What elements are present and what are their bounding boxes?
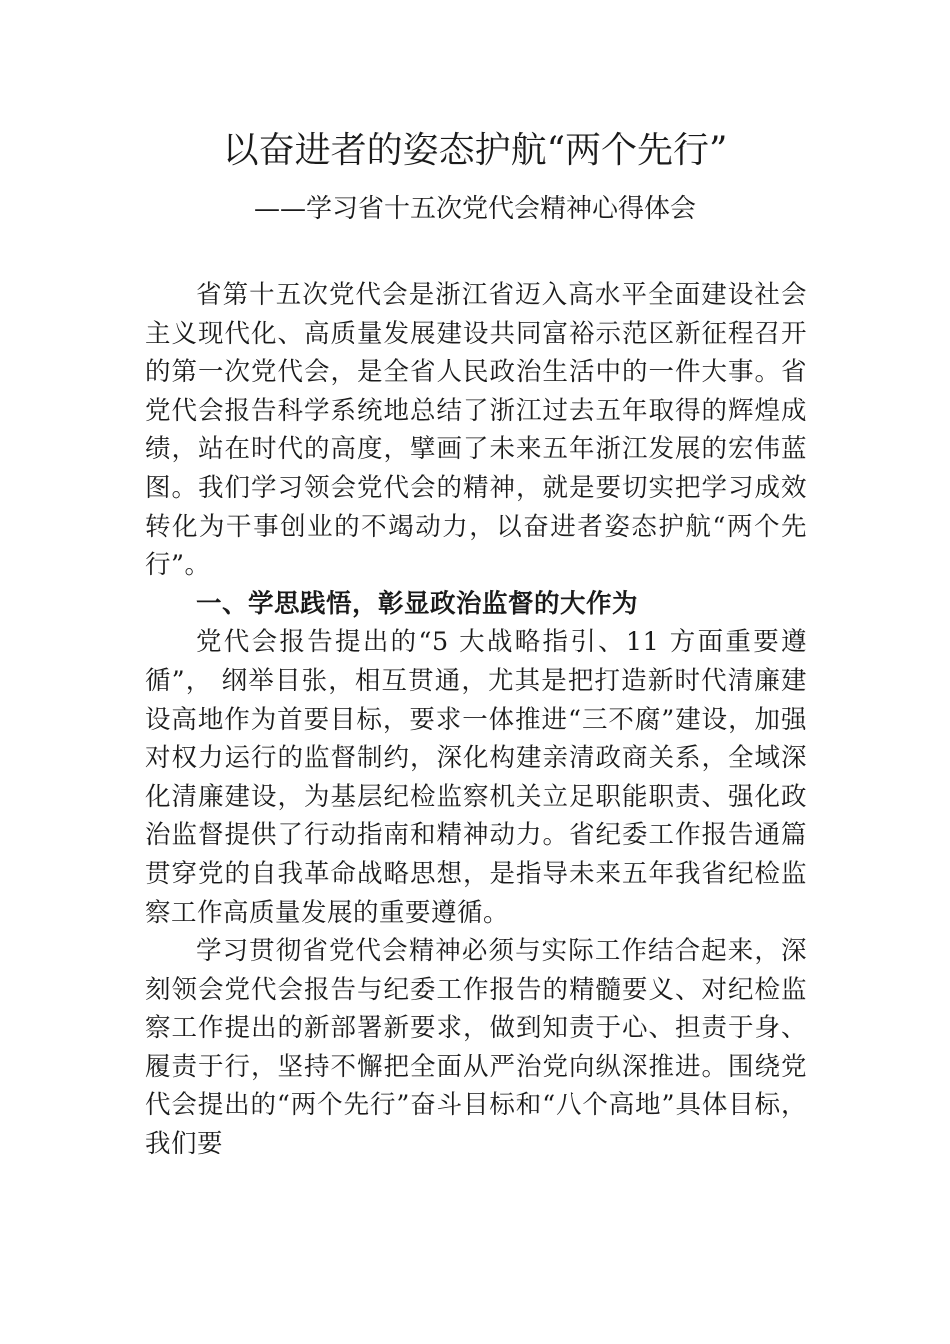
document-title: 以奋进者的姿态护航“两个先行” — [222, 130, 728, 171]
paragraph-intro: 省第十五次党代会是浙江省迈入高水平全面建设社会主义现代化、高质量发展建设共同富裕示范区新征程召开的第一次党代会，是全省人民政治生活中的一件大事。省党代会报告科学系统地总结了浙江过去五年取得的辉煌成绩，站在时代的高度，擘画了未来五年浙江发展的宏伟蓝图。我们学习领会党代会的精神，就是要切实把学习成效转化为干事创业的不竭动力，以奋进者姿态护航“两个先行”。 — [145, 280, 807, 581]
document-body — [145, 276, 807, 1164]
paragraph-section-1-continued: 学习贯彻省党代会精神必须与实际工作结合起来，深刻领会党代会报告与纪委工作报告的精髓要义、对纪检监察工作提出的新部署新要求，做到知责于心、担责于身、履责于行，坚持不懈把全面从严治党向纵深推进。围绕党代会提出的“两个先行”奋斗目标和“八个高地”具体目标，我们要 — [145, 936, 807, 1160]
paragraph-section-1: 党代会报告提出的“5 大战略指引、11 方面重要遵循”， 纲举目张，相互贯通，尤其是把打造新时代清廉建设高地作为首要目标，要求一体推进“三不腐”建设，加强对权力运行的监督制约，深化构建亲清政商关系，全域深化清廉建设，为基层纪检监察机关立足职能职责、强化政治监督提供了行动指南和精神动力。省纪委工作报告通篇贯穿党的自我革命战略思想，是指导未来五年我省纪检监察工作高质量发展的重要遵循。 — [145, 627, 807, 928]
section-heading-1: 一、学思践悟，彰显政治监督的大作为 — [196, 588, 639, 619]
document-subtitle: ——学习省十五次党代会精神心得体会 — [253, 194, 696, 224]
